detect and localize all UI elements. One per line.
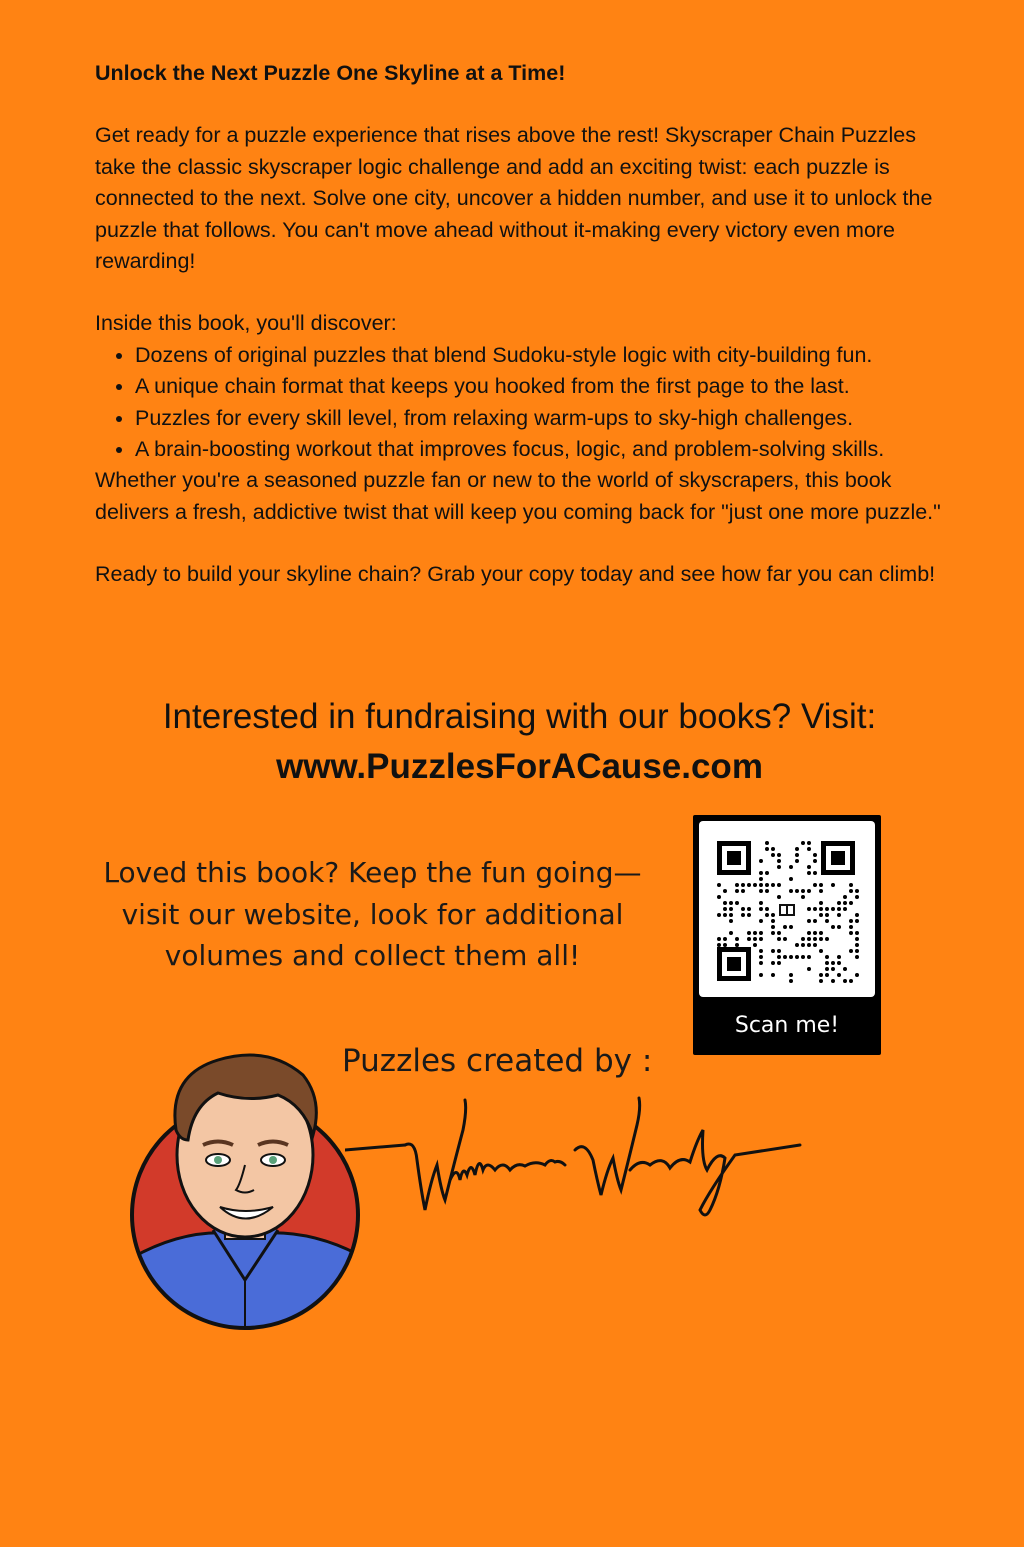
- website-link[interactable]: www.PuzzlesForACause.com: [276, 747, 763, 786]
- signature-image: [345, 1070, 805, 1230]
- book-heading: Unlock the Next Puzzle One Skyline at a Time!: [95, 61, 566, 85]
- list-item: • A unique chain format that keeps you hooked from the first page to the last.: [135, 371, 955, 402]
- author-avatar: [128, 1045, 368, 1335]
- list-item: • A brain-boosting workout that improves focus, logic, and problem-solving skills.: [135, 434, 955, 465]
- loved-line-2: visit our website, look for additional: [121, 897, 624, 931]
- created-by-label: Puzzles created by :: [342, 1043, 653, 1079]
- discover-label: Inside this book, you'll discover:: [95, 311, 397, 336]
- intro-paragraph: Get ready for a puzzle experience that rises above the rest! Skyscraper Chain Puzzles take the classic skyscraper logic challenge and add an exciting twist: each puzzle is connected to the next. Solve one city, uncover a hidden number, and use it to unlock the puzzle that follows. You can't move ahead without it-making every victory even more rewarding!: [95, 123, 933, 274]
- fundraising-text: Interested in fundraising with our books? Visit:: [162, 697, 877, 736]
- description-block: [95, 58, 955, 591]
- fundraising-block: [0, 692, 1024, 792]
- loved-line-3: volumes and collect them all!: [164, 939, 581, 972]
- feature-list: [95, 340, 955, 466]
- loved-message: [70, 852, 675, 977]
- scan-me-label: Scan me!: [734, 1013, 840, 1038]
- whether-paragraph: Whether you're a seasoned puzzle fan or new to the world of skyscrapers, this book delivers a fresh, addictive twist that will keep you coming back for "just one more puzzle.": [95, 468, 941, 524]
- list-item: • Puzzles for every skill level, from relaxing warm-ups to sky-high challenges.: [135, 403, 955, 434]
- qr-code-card[interactable]: [693, 815, 881, 1055]
- list-item: • Dozens of original puzzles that blend Sudoku-style logic with city-building fun.: [135, 340, 955, 371]
- ready-paragraph: Ready to build your skyline chain? Grab your copy today and see how far you can climb!: [95, 562, 936, 587]
- qr-code-icon: [699, 821, 875, 997]
- qr-code-image: [699, 821, 875, 997]
- loved-line-1: Loved this book? Keep the fun going—: [103, 856, 642, 889]
